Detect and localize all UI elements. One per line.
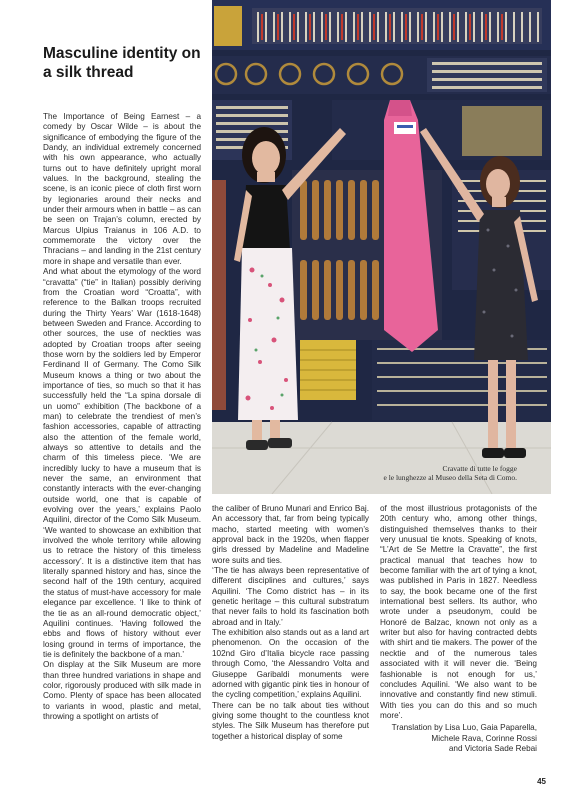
paragraph: There can be no talk about ties without giving some thought to the countless knot styles. The Silk Museum has therefore put together a historical display of some [212, 700, 369, 741]
exhibition-photo [212, 0, 551, 494]
text-column-3 [380, 504, 537, 754]
paragraph: the caliber of Bruno Munari and Enrico Baj. An accessory that, far from being typically macho, started meeting with women’s approval back in the 1920s, when flapper girls dressed by Madeline and Madeline wore suits and ties. [212, 504, 369, 565]
paragraph: The Importance of Being Earnest – a comedy by Oscar Wilde – is about the significance of embodying the figure of the Dandy, an individual extremely concerned with his own appearance, who actually turns out to have definitely upright moral values. In the background, stealing the scene, is an iconic piece of cloth first worn by legionaries around their necks and under their armours when in battle – as can be seen on Trajan’s column, erected by Marcus Ulpius Traianus in 106 A.D. to commemorate the victory over the Thracians – and landing in the 21st century more in shape and versatile than ever. [43, 112, 201, 266]
text-column-2 [212, 504, 369, 742]
article-title: Masculine identity on a silk thread [43, 45, 201, 81]
credit-line: Michele Rava, Corinne Rossi [431, 733, 537, 743]
photo-caption [267, 464, 517, 482]
paragraph: And what about the etymology of the word “cravatta” (“tie” in Italian) possibly deriving from the Croatian word “Croatta”, with reference to the Balkan troops recruited during the Thirty Years’ War (1618-1648) between Sweden and France. According to other sources, the use of neckties was adopted by Croatian troops after seeing those worn by the soldiers led by Emperor Ferdinand II of Germany. The Como Silk Museum knows a thing or two about the importance of ties, so much so that it has successfully held the “La spina dorsale di un uomo” exhibition (The backbone of a man) to celebrate the trendiest of men’s fashion accessories, capable of attracting also the attention of the female world, always so attentive to details and the charm of this timeless piece. ‘We are incredibly lucky to have a museum that is never the same, an environment that constantly interacts with the ever-changing outside world, one that is capable of evolving over the years,’ explains Paolo Aquilini, director of the Como Silk Museum. ‘We wanted to showcase an exhibition that involved the whole territory while allowing us to retrace the history of this timeless accessory’. It is a distinctive item that has literally spanned history and has, since the second half of the 19th century, acquired the status of must-have accessory for male elegance par excellence. ‘I like to think of the tie as an all-round democratic object,’ Aquilini continues. ‘Having followed the ebbs and flows of history without ever losing ground in terms of importance, the tie is definitely the backbone of a man.’ [43, 267, 201, 659]
credit-line: Translation by Lisa Luo, Gaia Paparella, [391, 723, 537, 733]
paragraph: of the most illustrious protagonists of the 20th century who, among other things, distinguished themselves thanks to their very unusual tie knots. Speaking of knots, “L’Art de Se Mettre la Cravatte”, the first practical manual that teaches how to become familiar with the art of tying a knot, was published in Paris in 1827. Needless to say, the book became one of the first international best sellers. Its author, who wrote under a pseudonym, could be Honoré de Balzac, known not only as a writer but also for having contracted debts with shirt and tie makers. The power of the necktie and of the numerous tales associated with it will never die. ‘Being fashionable is not enough for us,’ concludes Aquilini. ‘We also want to be innovative and constantly find new stimuli. With ties you can do this and so much more’. [380, 504, 537, 720]
caption-line: e le lunghezze al Museo della Seta di Como. [383, 473, 517, 482]
text-column-1 [43, 112, 201, 722]
paragraph: On display at the Silk Museum are more than three hundred variations in shape and color, rigorously produced with silk made in Como. Plenty of space has been allocated to variants in wood, plastic and metal, throwing a spotlight on artists of [43, 660, 201, 721]
credit-line: and Victoria Sade Rebai [448, 743, 537, 753]
caption-line: Cravatte di tutte le fogge [442, 464, 517, 473]
paragraph: ‘The tie has always been representative of different disciplines and cultures,’ says Aquilini. ‘The Como district has – in its genetic heritage – this cultural substratum that never fails to hold its fascination both abroad and in Italy.’ [212, 566, 369, 627]
page-number: 45 [537, 777, 546, 786]
paragraph: The exhibition also stands out as a land art phenomenon. On the occasion of the 102nd Giro d’Italia bicycle race passing through Como, ‘the Alessandro Volta and Giuseppe Garibaldi monuments were adorned with gigantic pink ties in honour of the cycling competition,’ explains Aquilini. [212, 628, 369, 700]
photo-illustration [212, 0, 551, 494]
translation-credits [380, 723, 537, 754]
